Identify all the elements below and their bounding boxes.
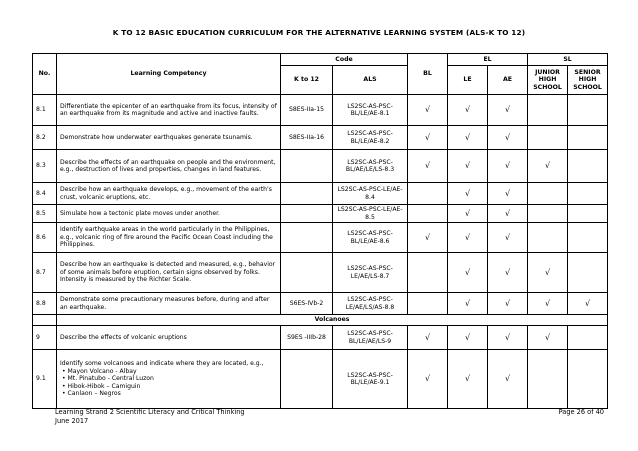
le-check: √ — [448, 183, 488, 205]
list-item: • Canlaon – Negros — [62, 390, 277, 397]
list-item: • Mt. Pinatubo - Central Luzon — [62, 375, 277, 382]
bl-check: √ — [408, 126, 448, 150]
shs-check — [568, 205, 608, 223]
row-als-code: LS2SC-AS-PSC-BL/LE/AE-8.1 — [333, 95, 408, 126]
shs-check — [568, 223, 608, 253]
ae-check: √ — [488, 183, 528, 205]
row-k12-code: S8ES-IIa-15 — [281, 95, 333, 126]
le-check: √ — [448, 253, 488, 293]
row-k12-code — [281, 253, 333, 293]
header-als: ALS — [333, 66, 408, 95]
row-competency: Differentiate the epicenter of an earthquake from its focus, intensity of an earthquake from its magnitude and active and inactive faults. — [57, 95, 281, 126]
header-competency: Learning Competency — [57, 54, 281, 95]
jhs-check: √ — [528, 150, 568, 183]
le-check: √ — [448, 223, 488, 253]
list-item: • Mayon Volcano - Albay — [62, 368, 277, 375]
le-check: √ — [448, 326, 488, 350]
ae-check: √ — [488, 95, 528, 126]
table-row — [33, 205, 608, 223]
section-spacer — [33, 315, 57, 326]
row-k12-code — [281, 350, 333, 409]
row-number: 9.1 — [33, 350, 57, 409]
jhs-check: √ — [528, 326, 568, 350]
le-check: √ — [448, 126, 488, 150]
table-row — [33, 326, 608, 350]
ae-check: √ — [488, 223, 528, 253]
row-als-code: LS2SC-AS-PSC-BL/LE/AE/LS-9 — [333, 326, 408, 350]
ae-check: √ — [488, 126, 528, 150]
row-als-code: LS2SC-AS-PSC-LE/AE/LS-8.7 — [333, 253, 408, 293]
row-number: 8.5 — [33, 205, 57, 223]
le-check: √ — [448, 350, 488, 409]
le-check: √ — [448, 95, 488, 126]
shs-check: √ — [568, 293, 608, 315]
row-als-code: LS2SC-AS-PSC-BL/LE/AE-8.6 — [333, 223, 408, 253]
jhs-check — [528, 205, 568, 223]
ae-check: √ — [488, 293, 528, 315]
header-jhs: JUNIOR HIGH SCHOOL — [528, 66, 568, 95]
section-heading: Volcanoes — [57, 315, 608, 326]
shs-check — [568, 350, 608, 409]
row-k12-code: S8ES-IIa-16 — [281, 126, 333, 150]
bl-check — [408, 205, 448, 223]
shs-check — [568, 183, 608, 205]
row-k12-code: S9ES -IIIb-28 — [281, 326, 333, 350]
header-sl: SL — [528, 54, 608, 66]
row-k12-code — [281, 223, 333, 253]
bl-check: √ — [408, 150, 448, 183]
row-als-code: LS2SC-AS-PSC-BL/LE/AE-8.2 — [333, 126, 408, 150]
row-als-code: LS2SC-AS-PSC-LE/AE-8.5 — [333, 205, 408, 223]
bl-check: √ — [408, 223, 448, 253]
bl-check — [408, 253, 448, 293]
header-ae: AE — [488, 66, 528, 95]
curriculum-table — [32, 53, 608, 409]
row-competency: Demonstrate how underwater earthquakes generate tsunamis. — [57, 126, 281, 150]
le-check: √ — [448, 150, 488, 183]
ae-check: √ — [488, 150, 528, 183]
jhs-check — [528, 223, 568, 253]
bl-check — [408, 183, 448, 205]
table-row — [33, 95, 608, 126]
competency-intro: Identify some volcanoes and indicate where they are located, e.g., — [60, 360, 264, 368]
shs-check — [568, 126, 608, 150]
table-row — [33, 350, 608, 409]
shs-check — [568, 326, 608, 350]
row-k12-code — [281, 183, 333, 205]
row-als-code: LS2SC-AS-PSC-BL/AE/LE/LS-8.3 — [333, 150, 408, 183]
ae-check: √ — [488, 326, 528, 350]
header-shs: SENIOR HIGH SCHOOL — [568, 66, 608, 95]
bl-check: √ — [408, 326, 448, 350]
footer-strand: Learning Strand 2 Scientific Literacy and Critical Thinking — [55, 408, 245, 416]
shs-check — [568, 150, 608, 183]
le-check: √ — [448, 293, 488, 315]
ae-check: √ — [488, 205, 528, 223]
jhs-check: √ — [528, 253, 568, 293]
list-item: • Hibok-Hibok – Camiguin — [62, 383, 277, 390]
table-row — [33, 293, 608, 315]
ae-check: √ — [488, 350, 528, 409]
shs-check — [568, 95, 608, 126]
ae-check: √ — [488, 253, 528, 293]
row-k12-code — [281, 150, 333, 183]
page-number: Page 26 of 40 — [558, 408, 604, 416]
header-k12: K to 12 — [281, 66, 333, 95]
row-number: 8.1 — [33, 95, 57, 126]
row-als-code: LS2SC-AS-PSC-LE/AE-8.4 — [333, 183, 408, 205]
row-number: 8.2 — [33, 126, 57, 150]
row-number: 8.8 — [33, 293, 57, 315]
footer-left — [55, 408, 245, 426]
row-competency: Describe the effects of an earthquake on people and the environment, e.g., destruction of lives and properties, changes in land features. — [57, 150, 281, 183]
row-number: 8.7 — [33, 253, 57, 293]
bl-check — [408, 293, 448, 315]
row-competency: Describe how an earthquake is detected and measured, e.g., behavior of some animals before eruption, certain signs observed by folks. Intensity is measured by the Richter Scale. — [57, 253, 281, 293]
header-no: No. — [33, 54, 57, 95]
row-competency — [57, 350, 281, 409]
table-row — [33, 150, 608, 183]
row-number: 8.6 — [33, 223, 57, 253]
footer-date: June 2017 — [55, 416, 89, 425]
jhs-check — [528, 183, 568, 205]
row-number: 9 — [33, 326, 57, 350]
jhs-check: √ — [528, 293, 568, 315]
row-k12-code: S6ES-IVb-2 — [281, 293, 333, 315]
jhs-check — [528, 95, 568, 126]
row-k12-code — [281, 205, 333, 223]
bl-check: √ — [408, 350, 448, 409]
jhs-check — [528, 126, 568, 150]
row-als-code: LS2SC-AS-PSC-BL/LE/AE-9.1 — [333, 350, 408, 409]
table-row — [33, 183, 608, 205]
table-row — [33, 126, 608, 150]
header-code: Code — [281, 54, 408, 66]
table-row — [33, 223, 608, 253]
row-competency: Describe the effects of volcanic eruptions — [57, 326, 281, 350]
row-competency: Describe how an earthquake develops, e.g., movement of the earth's crust, volcanic eruptions, etc. — [57, 183, 281, 205]
row-competency: Simulate how a tectonic plate moves under another. — [57, 205, 281, 223]
row-number: 8.4 — [33, 183, 57, 205]
header-le: LE — [448, 66, 488, 95]
jhs-check — [528, 350, 568, 409]
le-check: √ — [448, 205, 488, 223]
shs-check — [568, 253, 608, 293]
row-als-code: LS2SC-AS-PSC-LE/AE/LS/AS-8.8 — [333, 293, 408, 315]
section-row — [33, 315, 608, 326]
volcano-list — [60, 368, 277, 398]
row-competency: Demonstrate some precautionary measures before, during and after an earthquake. — [57, 293, 281, 315]
row-number: 8.3 — [33, 150, 57, 183]
row-competency: Identify earthquake areas in the world particularly in the Philippines, e.g., volcanic ring of fire around the Pacific Ocean Coast including the Philippines. — [57, 223, 281, 253]
header-el: EL — [448, 54, 528, 66]
bl-check: √ — [408, 95, 448, 126]
table-row — [33, 253, 608, 293]
header-bl: BL — [408, 54, 448, 95]
page-title: K TO 12 BASIC EDUCATION CURRICULUM FOR THE ALTERNATIVE LEARNING SYSTEM (ALS-K TO 12) — [112, 28, 526, 37]
